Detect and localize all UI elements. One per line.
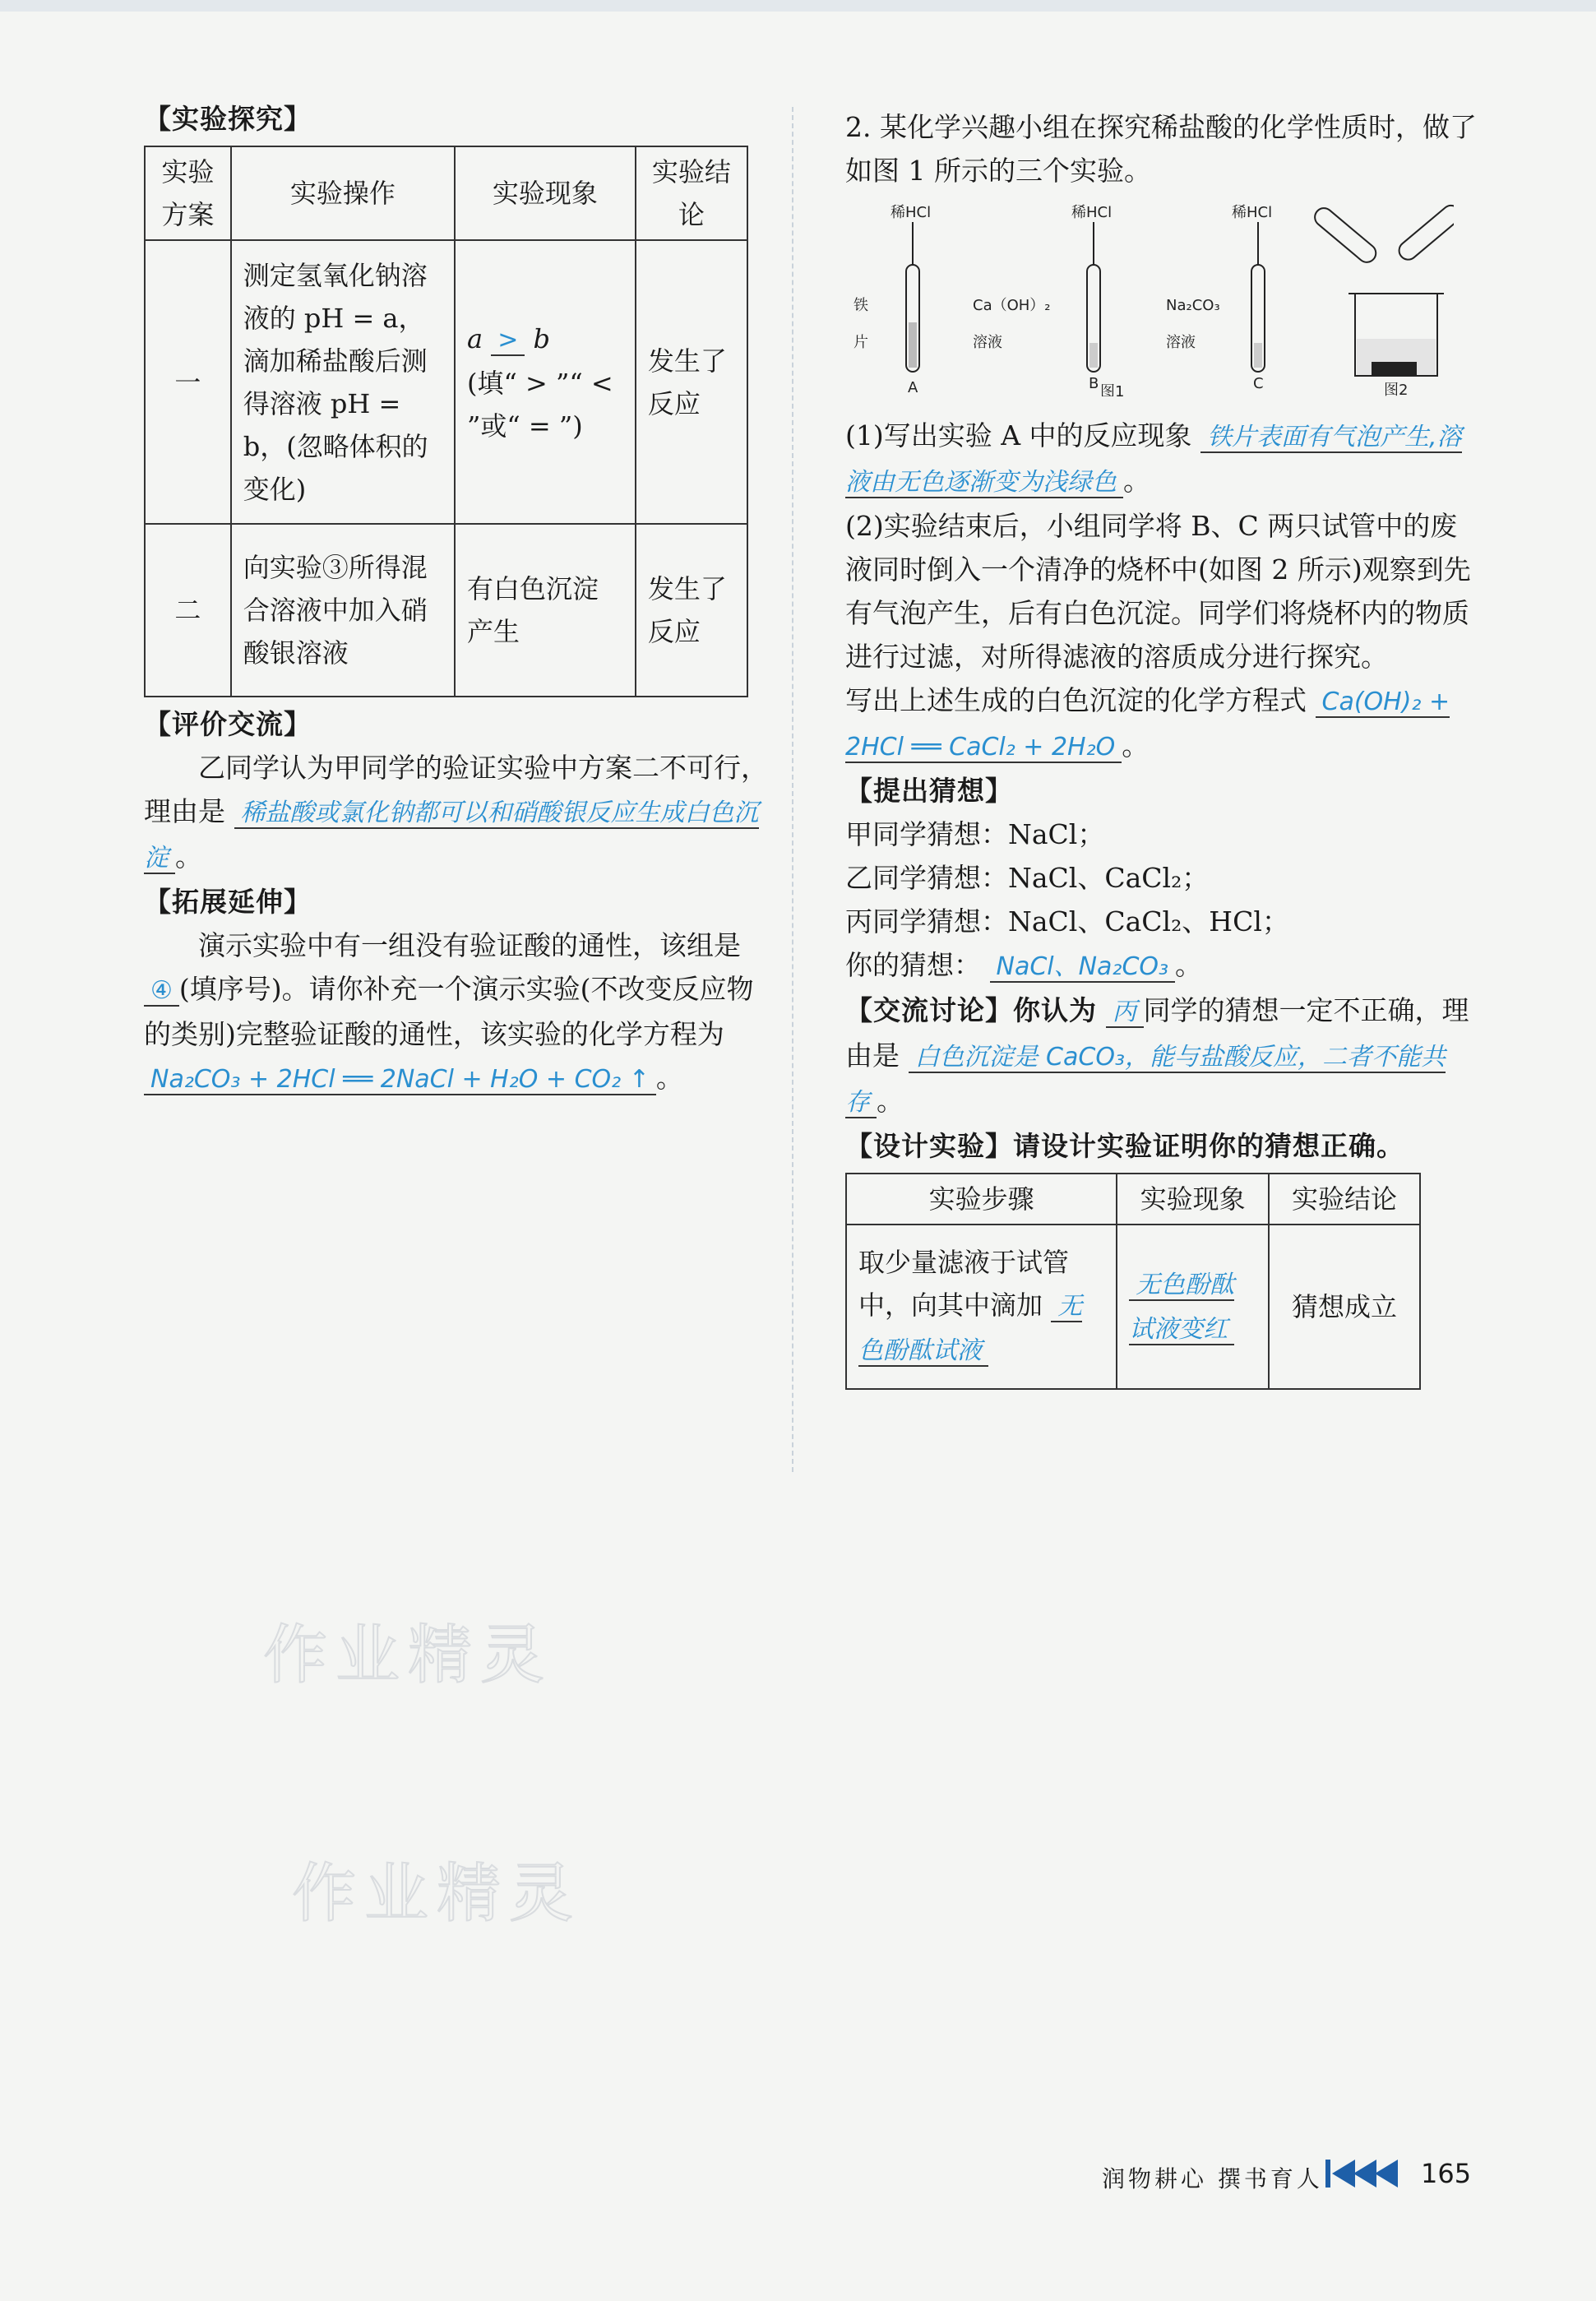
equation-text: 写出上述生成的白色沉淀的化学方程式 [845,684,1307,716]
sub-question-1-text: (1)写出实验 A 中的反应现象 [845,419,1192,451]
guess-bing: 丙同学猜想：NaCl、CaCl₂、HCl； [845,905,1289,938]
heading-extend: 【拓展延伸】 [144,886,312,918]
column-divider [792,107,793,1472]
guess-you-label: 你的猜想： [845,949,981,981]
table-row [145,240,747,524]
sub-question-2-text: (2)实验结束后，小组同学将 B、C 两只试管中的废液同时倒入一个清净的烧杯中(如图 2 所示)观察到先有气泡产生，后有白色沉淀。同学们将烧杯内的物质进行过滤，对所得滤液的溶质成分进行探究。 [845,510,1471,673]
heading-evaluate: 【评价交流】 [144,708,312,740]
design-table [845,1173,1421,1390]
right-column [845,105,1478,1390]
sub-question-1-answer: 铁片表面有气泡产生,溶液由无色逐渐变为浅绿色 [845,423,1462,497]
phenomenon-cell [455,240,636,524]
table-row [145,524,747,697]
discussion-answer-2: 白色沉淀是 CaCO₃，能与盐酸反应，二者不能共存 [845,1043,1446,1117]
rewind-arrows-icon [1324,2156,1402,2194]
table-row [846,1225,1420,1389]
heading-explore: 【实验探究】 [144,103,312,135]
watermark: 作业精灵 [263,1618,553,1692]
na2co3-label: Na₂CO₃ [1166,297,1220,314]
discussion-paragraph [845,988,1478,1124]
conclusion-cell: 发生了反应 [636,524,747,697]
table-header-phenomenon: 实验现象 [455,146,636,240]
period: 。 [1122,729,1150,762]
figure-svg [845,199,1454,396]
design-conclusion-cell: 猜想成立 [1269,1225,1420,1389]
evaluate-answer: 稀盐酸或氯化钠都可以和硝酸银反应生成白色沉淀 [144,799,759,873]
period: 。 [175,840,202,873]
equation-answer: Ca(OH)₂ + 2HCl ══ CaCl₂ + 2H₂O [845,688,1450,762]
design-header-phenomenon: 实验现象 [1117,1174,1269,1225]
phenomenon-cell: 有白色沉淀产生 [455,524,636,697]
guess-you-answer: NaCl、Na₂CO₃ [990,952,1176,983]
design-phenomenon-answer: 无色酚酞试液变红 [1129,1271,1235,1344]
pouring-tube-left [1311,205,1380,266]
table-header-plan: 实验方案 [145,146,231,240]
operation-cell: 测定氢氧化钠溶液的 pH = a，滴加稀盐酸后测得溶液 pH = b，(忽略体积的变化) [231,240,455,524]
figure-2-label: 图2 [1384,382,1409,396]
guess-jia: 甲同学猜想：NaCl； [845,818,1105,850]
hcl-label-b: 稀HCl [1071,204,1113,221]
guess-you [845,943,1478,988]
period: 。 [655,1062,683,1094]
pouring-tube-right [1395,201,1454,263]
caoh-solution-label: 溶液 [973,334,1002,351]
phenomenon-suffix: b [533,322,550,354]
extend-paragraph [144,924,769,1101]
sub-question-1 [845,414,1478,504]
extend-answer-2: Na₂CO₃ + 2HCl ══ 2NaCl + H₂O + CO₂ ↑ [144,1065,656,1095]
phenomenon-answer: > [491,326,525,356]
page-number: 165 [1421,2158,1472,2189]
liquid-b [1089,343,1098,368]
discussion-text: 同学的猜想一定不正确，理由是 [845,994,1469,1072]
heading-guess: 【提出猜想】 [845,775,1013,807]
top-color-band [0,0,1596,12]
guess-yi: 乙同学猜想：NaCl、CaCl₂； [845,862,1210,894]
question-2-text: 2. 某化学兴趣小组在探究稀盐酸的化学性质时，做了如图 1 所示的三个实验。 [845,111,1477,187]
design-table-header-row [846,1174,1420,1225]
period: 。 [877,1085,904,1117]
tube-label-c: C [1253,375,1264,392]
iron-label-2: 片 [854,334,868,351]
plan-cell: 二 [145,524,231,697]
period: 。 [1175,949,1203,981]
footer-slogan: 润物耕心 撰书育人 [1102,2165,1323,2192]
table-header-conclusion: 实验结论 [636,146,747,240]
experiment-table [144,146,748,697]
evaluate-text: 乙同学认为甲同学的验证实验中方案二不可行，理由是 [144,752,768,827]
hcl-label-c: 稀HCl [1232,204,1273,221]
extend-text-1: 演示实验中有一组没有验证酸的通性，该组是 [198,929,741,961]
conclusion-cell: 发生了反应 [636,240,747,524]
watermark: 作业精灵 [292,1857,582,1931]
figure-1-label: 图1 [1100,383,1125,396]
operation-cell: 向实验③所得混合溶液中加入硝酸银溶液 [231,524,455,697]
caoh-label: Ca（OH）₂ [973,297,1051,314]
phenomenon-hint: (填“ > ”“ < ”或“ = ”) [466,367,613,442]
table-header-row [145,146,747,240]
extend-text-2: (填序号)。请你补充一个演示实验(不改变反应物的类别)完整验证酸的通性，该实验的化学方程为 [144,973,754,1050]
hcl-label-a: 稀HCl [891,204,932,221]
discussion-answer-1: 丙 [1106,998,1144,1028]
white-precipitate [1372,362,1417,375]
liquid-c [1254,343,1262,368]
design-head: 【设计实验】请设计实验证明你的猜想正确。 [845,1130,1404,1162]
tube-label-b: B [1089,375,1099,392]
design-header-conclusion: 实验结论 [1269,1174,1420,1225]
design-header-step: 实验步骤 [846,1174,1117,1225]
iron-piece [909,322,917,368]
design-step-answer: 无色酚酞试液 [858,1292,1083,1365]
experiment-figure [845,199,1478,409]
design-step-text: 取少量滤液于试管中，向其中滴加 [858,1247,1070,1321]
design-phenomenon-cell [1117,1225,1269,1389]
iron-label-1: 铁 [854,297,868,314]
discussion-head: 【交流讨论】你认为 [845,994,1097,1026]
design-step-cell [846,1225,1117,1389]
table-header-operation: 实验操作 [231,146,455,240]
left-column [144,97,769,1101]
na2co3-solution-label: 溶液 [1166,334,1196,351]
tube-label-a: A [908,379,918,396]
period: 。 [1123,465,1150,497]
evaluate-paragraph [144,746,769,880]
phenomenon-prefix: a [466,322,483,354]
extend-answer-1: ④ [144,976,179,1007]
plan-cell: 一 [145,240,231,524]
equation-line [845,678,1478,769]
